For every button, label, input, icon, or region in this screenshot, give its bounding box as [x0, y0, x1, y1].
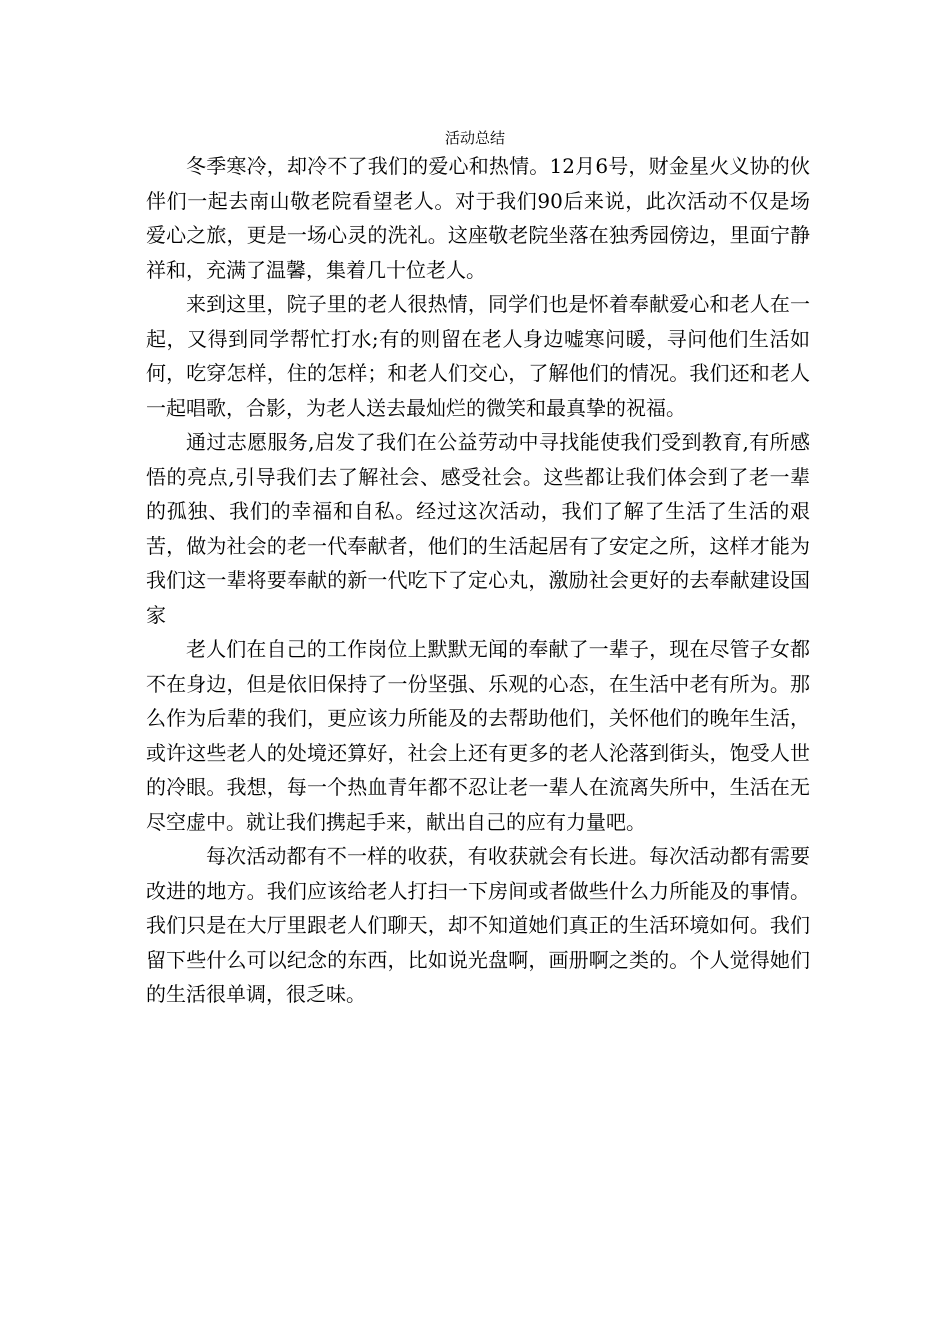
paragraph-2: 来到这里，院子里的老人很热情，同学们也是怀着奉献爱心和老人在一起，又得到同学帮忙打水;有的则留在老人身边嘘寒问暖，寻问他们生活如何，吃穿怎样，住的怎样；和老人们交心，了解他们的情况。我们还和老人一起唱歌，合影，为老人送去最灿烂的微笑和最真挚的祝福。: [146, 292, 810, 420]
paragraph-3: 通过志愿服务,启发了我们在公益劳动中寻找能使我们受到教育,有所感悟的亮点,引导我们去了解社会、感受社会。这些都让我们体会到了老一辈的孤独、我们的幸福和自私。经过这次活动，我们了解了生活了生活的艰苦，做为社会的老一代奉献者，他们的生活起居有了安定之所，这样才能为我们这一辈将要奉献的新一代吃下了定心丸，激励社会更好的去奉献建设国家: [146, 430, 810, 627]
paragraph-1: 冬季寒冷，却冷不了我们的爱心和热情。12月6号，财金星火义协的伙伴们一起去南山敬老院看望老人。对于我们90后来说，此次活动不仅是场爱心之旅，更是一场心灵的洗礼。这座敬老院坐落在独秀园傍边，里面宁静祥和，充满了温馨，集着几十位老人。: [146, 154, 810, 282]
paragraph-5: 每次活动都有不一样的收获，有收获就会有长进。每次活动都有需要改进的地方。我们应该给老人打扫一下房间或者做些什么力所能及的事情。我们只是在大厅里跟老人们聊天，却不知道她们真正的生活环境如何。我们留下些什么可以纪念的东西，比如说光盘啊，画册啊之类的。个人觉得她们的生活很单调，很乏味。: [146, 844, 810, 1006]
document-body: [146, 149, 810, 1012]
document-title: 活动总结: [444, 129, 505, 147]
paragraph-4: 老人们在自己的工作岗位上默默无闻的奉献了一辈子，现在尽管子女都不在身边，但是依旧保持了一份坚强、乐观的心态，在生活中老有所为。那么作为后辈的我们，更应该力所能及的去帮助他们，关怀他们的晚年生活，或许这些老人的处境还算好，社会上还有更多的老人沦落到街头，饱受人世的冷眼。我想，每一个热血青年都不忍让老一辈人在流离失所中，生活在无尽空虚中。就让我们携起手来，献出自己的应有力量吧。: [146, 637, 810, 834]
